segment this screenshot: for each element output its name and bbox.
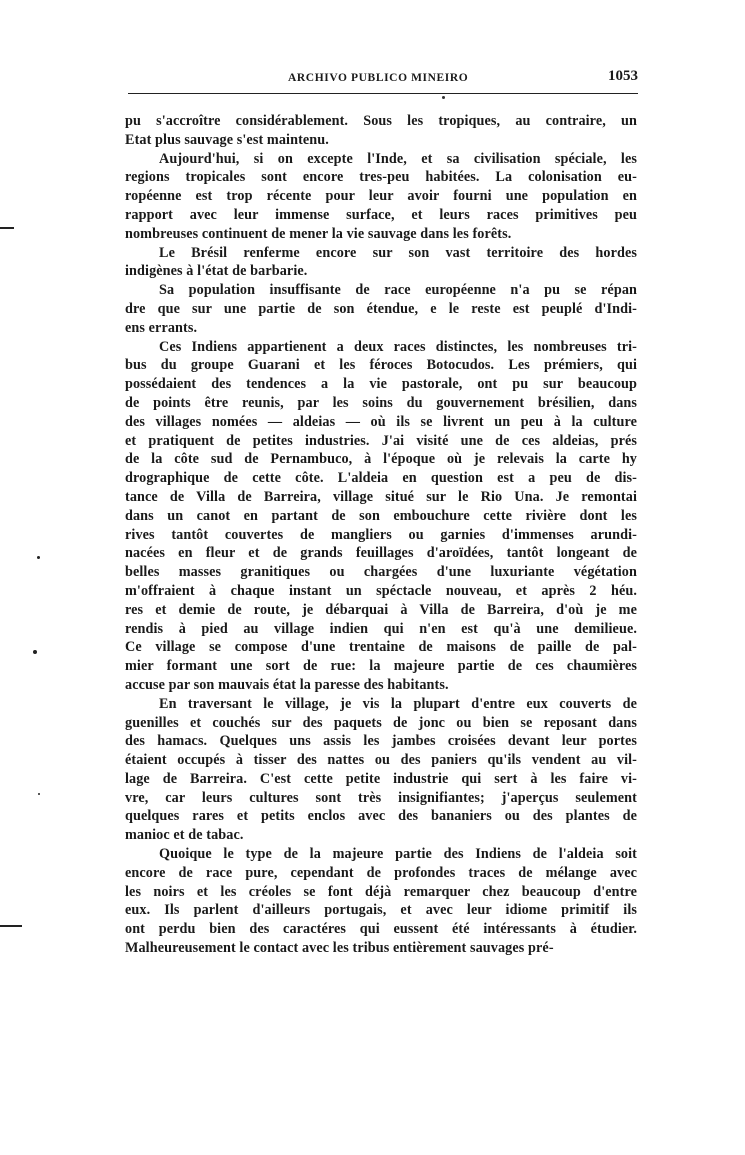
text-line: pu s'accroître considérablement. Sous les tropiques, au contraire, un	[125, 113, 637, 129]
text-line: et pratiquent de petites industries. J'ai visité une de ces aldeias, prés	[125, 432, 637, 449]
text-line: eux. Ils parlent d'ailleurs portugais, et avec leur idiome primitif ils	[125, 902, 637, 919]
text-line: Quoique le type de la majeure partie des Indiens de l'aldeia soit	[159, 846, 637, 863]
text-line: dans un canot en partant de son embouchure cette rivière dont les	[125, 507, 637, 524]
margin-mark	[33, 650, 37, 654]
text-line: mier formant une sort de rue: la majeure partie de ces chaumières	[125, 658, 637, 675]
header-rule-mark	[442, 96, 445, 99]
text-line: étaient occupés à tisser des nattes ou des paniers qu'ils vendent au vil-	[125, 752, 637, 769]
text-line: rives tantôt couvertes de mangliers ou garnies d'immenses arundi-	[125, 526, 637, 543]
text-line: de la côte sud de Pernambuco, à l'époque où je relevais la carte hy	[125, 451, 637, 468]
text-line: belles masses granitiques ou chargées d'une luxuriante végétation	[125, 564, 637, 581]
text-line: ens errants.	[125, 319, 198, 336]
text-line: ont perdu bien des caractéres qui eussent été intéressants à étudier.	[125, 921, 637, 938]
text-line: nombreuses continuent de mener la vie sauvage dans les forêts.	[125, 225, 512, 242]
text-line: Ce village se compose d'une trentaine de maisons de paille de pal-	[125, 639, 637, 656]
text-line: accuse par son mauvais état la paresse des habitants.	[125, 676, 449, 693]
text-line: guenilles et couchés sur des paquets de jonc ou bien se reposant dans	[125, 714, 637, 731]
text-line: m'offraient à chaque instant un spéctacle nouveau, et après 2 héu.	[125, 582, 637, 599]
text-line: rapport avec leur immense surface, et leurs races primitives peu	[125, 206, 637, 223]
text-line: nacées en fleur et de grands feuillages d'aroïdées, tantôt longeant de	[125, 545, 637, 562]
margin-mark	[0, 925, 22, 927]
text-line: quelques rares et petits enclos avec des bananiers ou des plantes de	[125, 808, 637, 825]
text-line: les noirs et les créoles se font déjà remarquer chez beaucoup d'entre	[125, 883, 637, 900]
text-line: manioc et de tabac.	[125, 827, 244, 844]
text-line: dre que sur une partie de son étendue, e le reste est peuplé d'Indi-	[125, 300, 637, 317]
text-line: Malheureusement le contact avec les tribus entièrement sauvages pré-	[125, 940, 554, 957]
text-line: des villages nomées — aldeias — où ils se livrent un peu à la culture	[125, 413, 637, 430]
text-line: En traversant le village, je vis la plupart d'entre eux couverts de	[159, 695, 637, 712]
text-line: tance de Villa de Barreira, village situé sur le Rio Una. Je remontai	[125, 488, 637, 505]
text-line: vre, car leurs cultures sont très insignifiantes; j'aperçus seulement	[125, 789, 637, 806]
paragraph	[125, 150, 637, 244]
text-line: regions tropicales sont encore tres-peu habitées. La colonisation eu-	[125, 169, 637, 186]
paragraph	[125, 695, 637, 845]
running-head	[128, 68, 638, 90]
text-line: indigènes à l'état de barbarie.	[125, 263, 308, 280]
header-rule	[128, 93, 638, 94]
text-line: ropéenne est trop récente pour leur avoir fourni une population en	[125, 188, 637, 205]
text-line: lage de Barreira. C'est cette petite industrie qui sert à les faire vi-	[125, 770, 637, 787]
running-title: ARCHIVO PUBLICO MINEIRO	[288, 72, 469, 84]
text-line: bus du groupe Guarani et les féroces Botocudos. Les prémiers, qui	[125, 357, 637, 374]
text-line: res et demie de route, je débarquai à Villa de Barreira, d'où je me	[125, 601, 637, 618]
text-line: possédaient des tendences a la vie pastorale, ont pu sur beaucoup	[125, 376, 637, 393]
margin-mark	[0, 227, 14, 229]
text-line: Aujourd'hui, si on excepte l'Inde, et sa civilisation spéciale, les	[159, 150, 637, 167]
body-text	[125, 112, 637, 958]
text-line: Le Brésil renferme encore sur son vast territoire des hordes	[159, 244, 637, 261]
page-number: 1053	[608, 68, 638, 84]
margin-mark	[38, 793, 40, 795]
text-line: de points être reunis, par les soins du gouvernement brésilien, dans	[125, 394, 637, 411]
paragraph	[125, 845, 637, 958]
margin-mark	[37, 556, 40, 559]
text-line: rendis à pied au village indien qui n'en est qu'à une demilieue.	[125, 620, 637, 637]
paragraph	[125, 244, 637, 282]
paragraph	[125, 281, 637, 337]
text-line: encore de race pure, cependant de profondes traces de mélange avec	[125, 864, 637, 881]
paragraph	[125, 112, 637, 150]
text-line: Etat plus sauvage s'est maintenu.	[125, 131, 329, 148]
text-line: Ces Indiens appartienent a deux races distinctes, les nombreuses tri-	[159, 338, 637, 355]
paragraph	[125, 338, 637, 695]
text-line: des hamacs. Quelques uns assis les jambes croisées devant leur portes	[125, 733, 637, 750]
text-line: Sa population insuffisante de race européenne n'a pu se répan	[159, 282, 637, 299]
text-line: drographique de cette côte. L'aldeia en question est a peu de dis-	[125, 470, 637, 487]
